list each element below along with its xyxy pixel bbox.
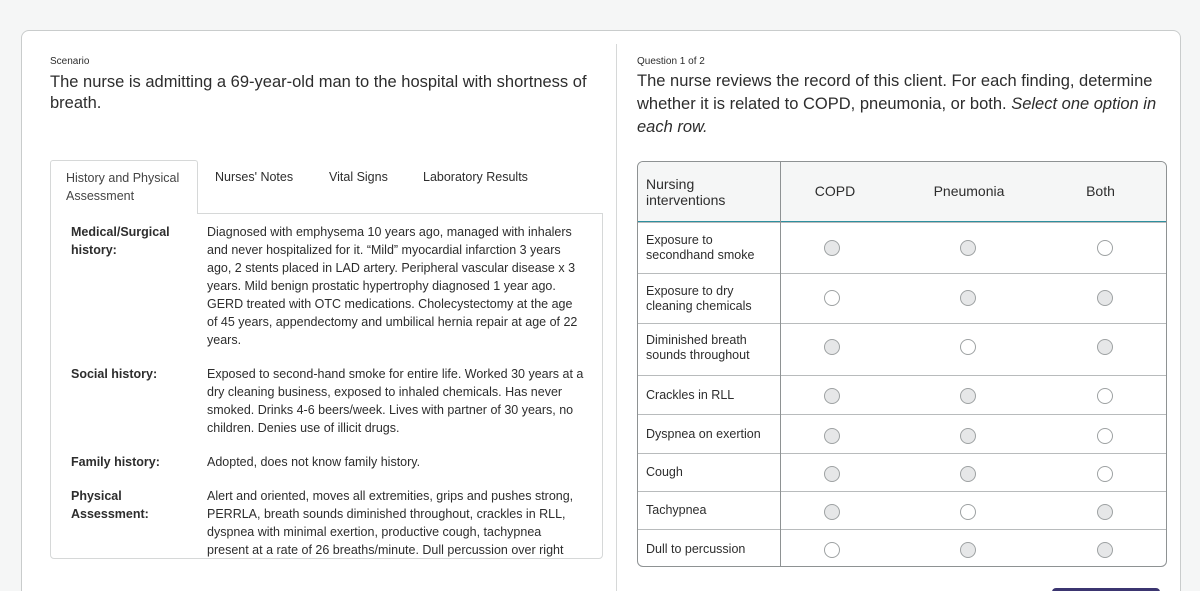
tab-history-and-physical[interactable]: History and Physical Assessment [50,160,198,214]
matrix-header-interventions: Nursing interventions [646,176,726,208]
matrix-row [638,273,1167,323]
scenario-text: The nurse is admitting a 69-year-old man to the hospital with shortness of breath. [50,73,587,112]
question-text [637,70,1157,139]
radio-copd[interactable] [824,339,840,355]
answer-matrix [637,161,1167,567]
question-label: Question 1 of 2 [637,56,705,67]
matrix-row-label: Crackles in RLL [646,388,735,402]
radio-pneumonia[interactable] [960,466,976,482]
radio-both[interactable] [1097,504,1113,520]
radio-copd[interactable] [824,240,840,256]
radio-pneumonia[interactable] [960,290,976,306]
radio-copd[interactable] [824,542,840,558]
matrix-row [638,222,1167,273]
radio-copd[interactable] [824,466,840,482]
matrix-row-label: Tachypnea [646,503,707,517]
matrix-row-label: Exposure to secondhand smoke [646,233,755,262]
matrix-row-label: Cough [646,465,683,479]
radio-pneumonia[interactable] [960,388,976,404]
matrix-row [638,453,1167,491]
matrix-row [638,375,1167,414]
history-panel[interactable] [50,213,603,559]
matrix-row-label: Exposure to dry cleaning chemicals [646,284,752,313]
matrix-row-label: Diminished breath sounds throughout [646,333,750,362]
matrix-row [638,529,1167,567]
history-label: Medical/Surgical history: [71,225,170,257]
matrix-row [638,491,1167,529]
matrix-header-row [638,162,1167,222]
question-prompt: The nurse reviews the record of this client. For each finding, determine whether it is related to COPD, pneumonia, or both. [637,72,1153,113]
tab-nurses-notes[interactable]: Nurses' Notes [215,170,294,184]
tab-vital-signs[interactable]: Vital Signs [329,170,388,184]
scenario-label: Scenario [50,56,90,67]
matrix-header-pneumonia: Pneumonia [933,183,1005,199]
radio-both[interactable] [1097,240,1113,256]
matrix-header-copd: COPD [814,183,856,199]
radio-copd[interactable] [824,428,840,444]
matrix-row [638,323,1167,375]
radio-both[interactable] [1097,388,1113,404]
matrix-header-both: Both [1086,183,1115,199]
history-value: Diagnosed with emphysema 10 years ago, managed with inhalers and never hospitalized for it. “Mild” myocardial infarction 3 years ago, 2 stents placed in LAD artery. Peripheral vascular disease x 3 years. Mild benign prostatic hypertrophy diagnosed 1 year ago. GERD treated with OTC medications. Cholecystectomy at the age of 45 years, appendectomy and umbilical hernia repair at age of 22 years. [207,225,578,347]
column-divider [616,44,617,591]
radio-both[interactable] [1097,466,1113,482]
radio-copd[interactable] [824,290,840,306]
matrix-row-label: Dull to percussion [646,542,746,556]
matrix-row [638,414,1167,453]
history-value: Alert and oriented, moves all extremities, grips and pushes strong, PERRLA, breath sounds diminished throughout, crackles in RLL, dyspnea with minimal exertion, productive cough, tachypnea present at a rate of 26 breaths/minute. Dull percussion over right [207,489,574,557]
radio-both[interactable] [1097,290,1113,306]
history-value: Adopted, does not know family history. [207,455,421,469]
radio-copd[interactable] [824,504,840,520]
radio-both[interactable] [1097,428,1113,444]
radio-pneumonia[interactable] [960,240,976,256]
radio-both[interactable] [1097,542,1113,558]
history-label: Physical Assessment: [71,489,149,521]
matrix-column-divider [780,162,781,567]
history-label: Family history: [71,455,160,469]
radio-pneumonia[interactable] [960,339,976,355]
tab-laboratory-results[interactable]: Laboratory Results [423,170,528,184]
history-label: Social history: [71,367,158,381]
history-value: Exposed to second-hand smoke for entire life. Worked 30 years at a dry cleaning business, exposed to inhaled chemicals. Has never smoked. Drinks 4-6 beers/week. Lives with partner of 30 years, no children. Denies use of illicit drugs. [207,367,584,435]
radio-copd[interactable] [824,388,840,404]
radio-pneumonia[interactable] [960,428,976,444]
radio-both[interactable] [1097,339,1113,355]
matrix-row-label: Dyspnea on exertion [646,427,761,441]
question-instruction: Select one option in each row. [637,95,1157,136]
radio-pneumonia[interactable] [960,504,976,520]
radio-pneumonia[interactable] [960,542,976,558]
